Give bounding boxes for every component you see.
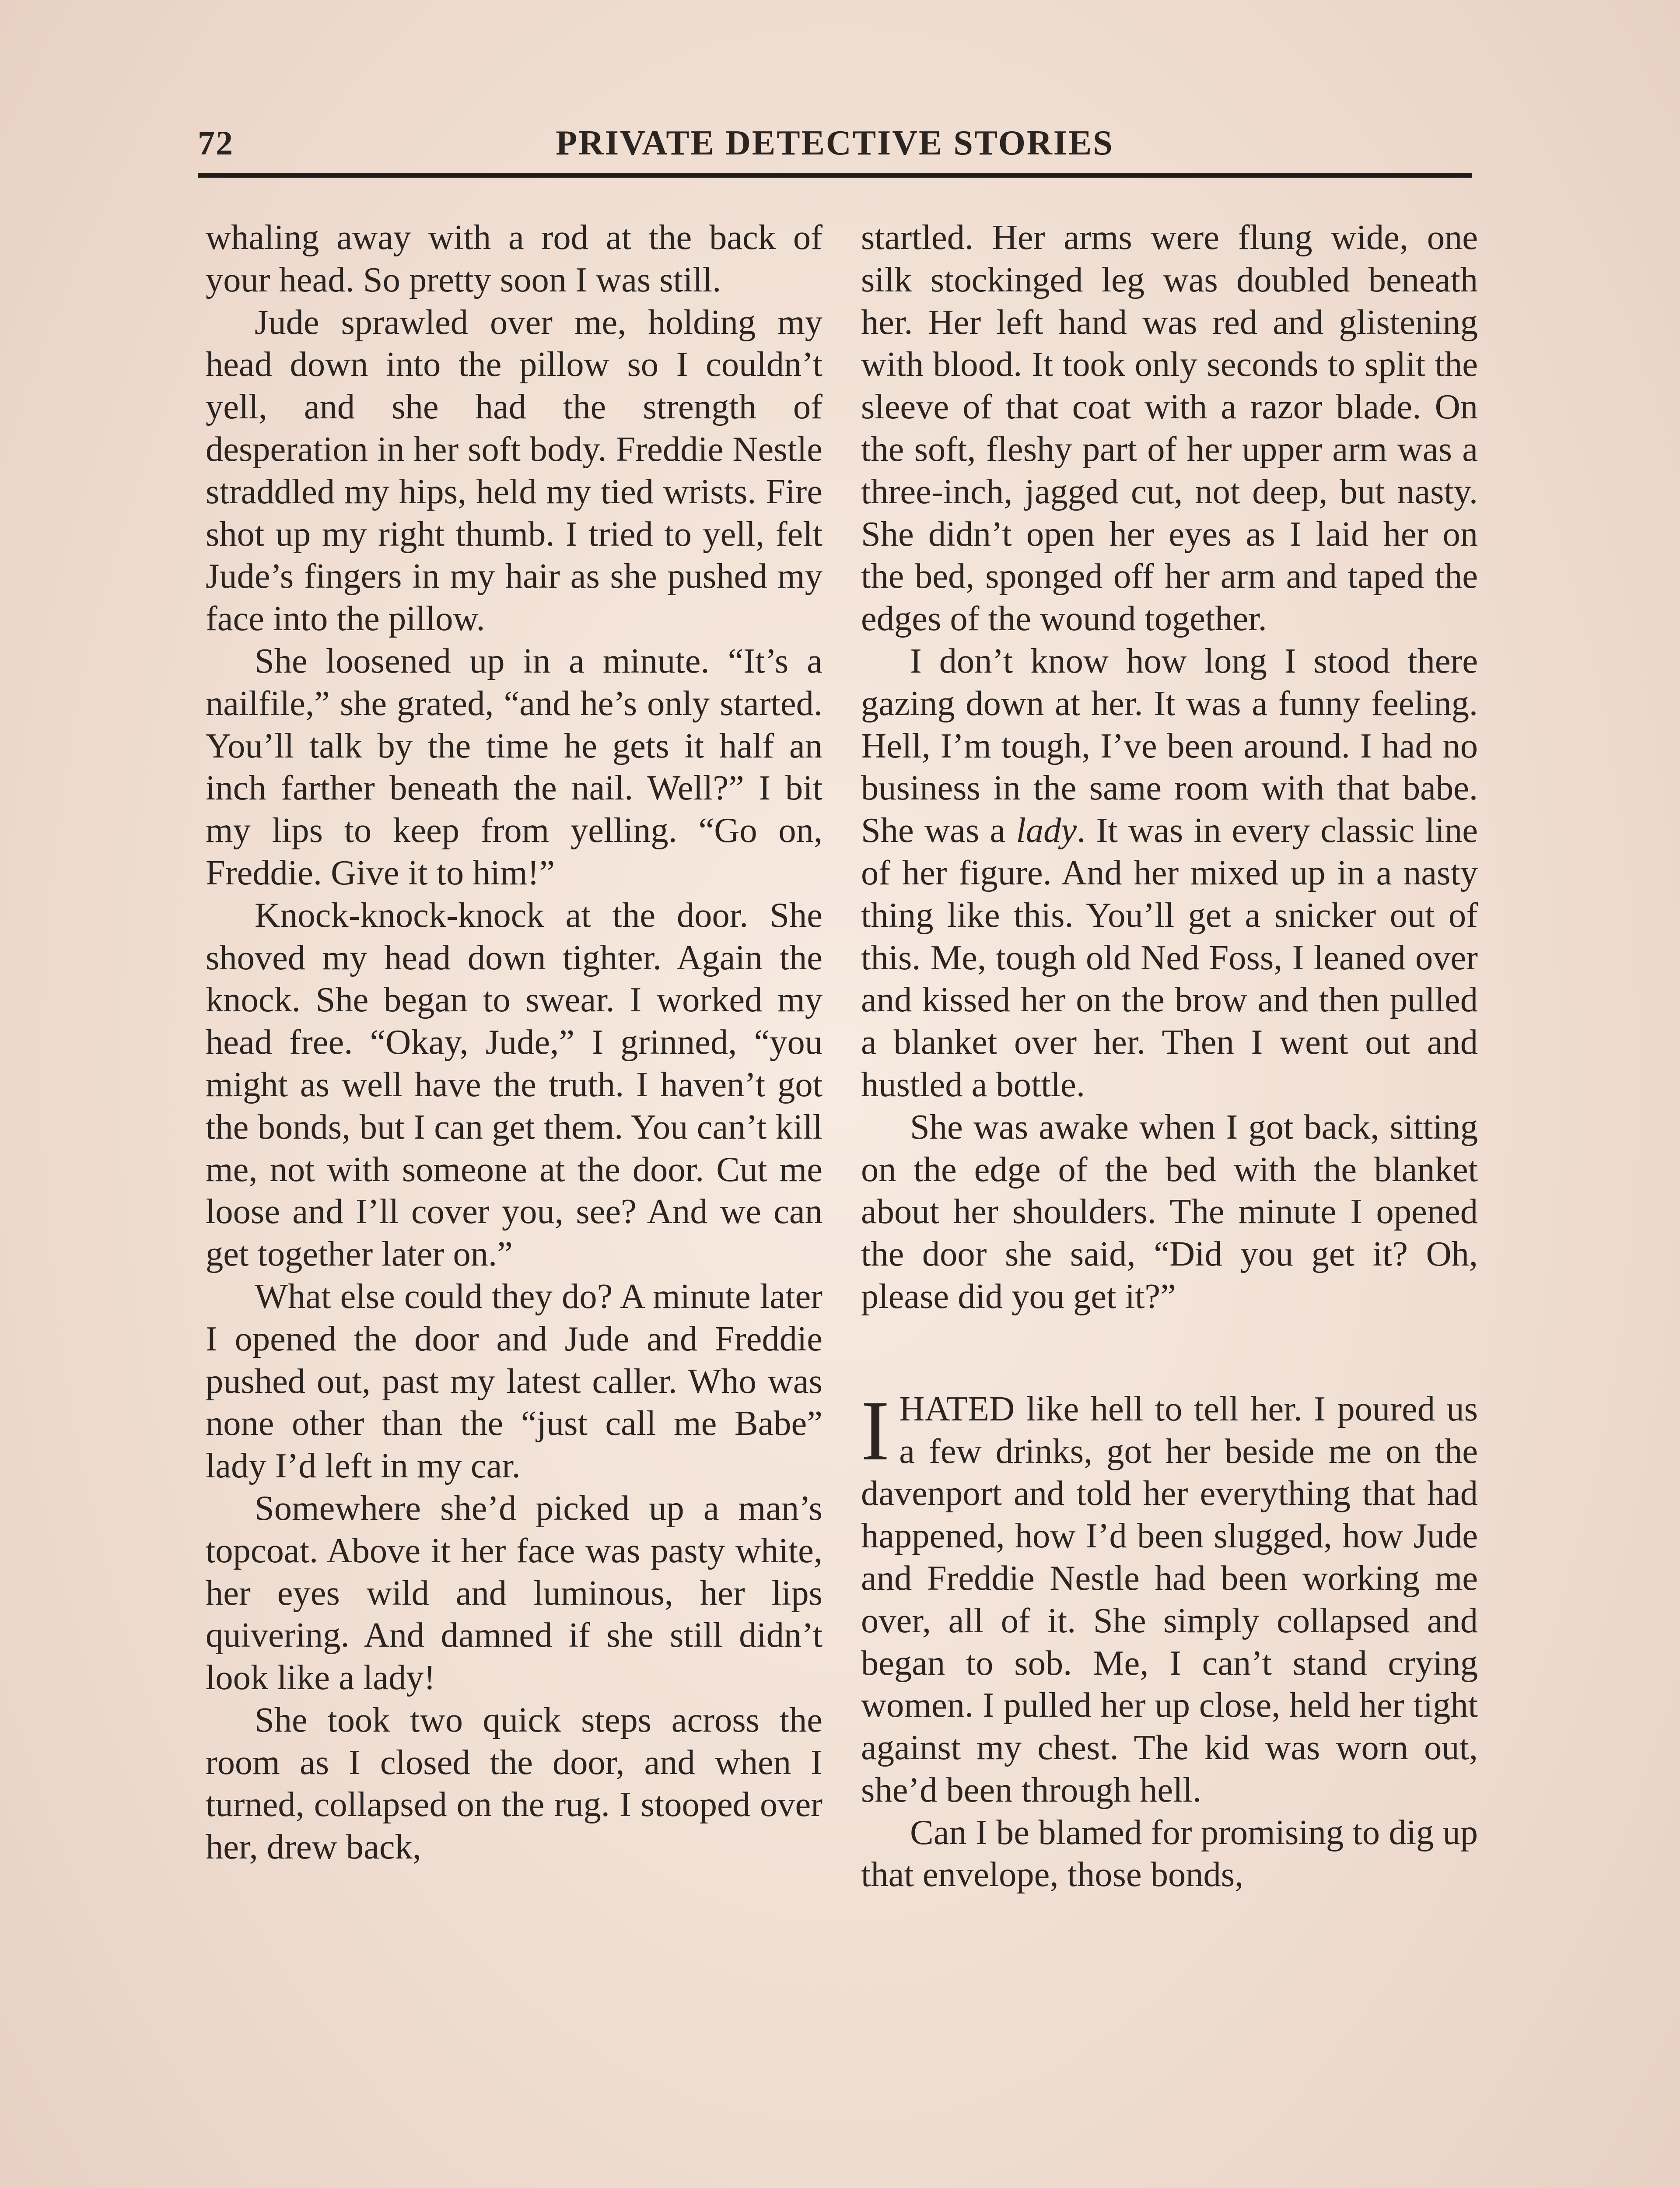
paragraph-text: I don’t know how long I stood there gazing down at her. It was a funny feeling. Hell, I’m tough, I’ve been around. I had no business in the same room with that babe. She was a [861, 641, 1478, 850]
paragraph: Somewhere she’d picked up a man’s topcoat. Above it her face was pasty white, her eyes wild and luminous, her lips quivering. And damned if she still didn’t look like a lady! [206, 1488, 822, 1697]
paragraph: Jude sprawled over me, holding my head down into the pillow so I couldn’t yell, and she had the strength of desperation in her soft body. Freddie Nestle straddled my hips, held my tied wrists. Fire shot up my right thumb. I tried to yell, felt Jude’s fingers in my hair as she pushed my face into the pillow. [206, 302, 822, 638]
paragraph [861, 1383, 1478, 1812]
right-column [861, 217, 1478, 1896]
paragraph: She took two quick steps across the room as I closed the door, and when I turned, collapsed on the rug. I stooped over her, drew back, [206, 1700, 822, 1867]
magazine-title: PRIVATE DETECTIVE STORIES [556, 124, 1114, 162]
paragraph: startled. Her arms were flung wide, one silk stockinged leg was doubled beneath her. Her left hand was red and glistening with blood. It took only seconds to split the sleeve of that coat with a razor blade. On the soft, fleshy part of her upper arm was a three-inch, jagged cut, not deep, but nasty. She didn’t open her eyes as I laid her on the bed, sponged off her arm and taped the edges of the wound together. [861, 218, 1478, 638]
paragraph: She loosened up in a minute. “It’s a nailfile,” she grated, “and he’s only started. You’ll talk by the time he gets it half an inch farther beneath the nail. Well?” I bit my lips to keep from yelling. “Go on, Freddie. Give it to him!” [206, 641, 822, 892]
paragraph-text: . It was in every classic line of her figure. And her mixed up in a nasty thing like this. You’ll get a snicker out of this. Me, tough old Ned Foss, I leaned over and kissed her on the brow and then pulled a blanket over her. Then I went out and hustled a bottle. [861, 811, 1478, 1104]
drop-cap: I [861, 1383, 890, 1478]
header-rule [198, 173, 1472, 178]
paragraph [861, 640, 1478, 1106]
page-number: 72 [198, 124, 234, 162]
paragraph: Knock-knock-knock at the door. She shoved my head down tighter. Again the knock. She began to swear. I worked my head free. “Okay, Jude,” I grinned, “you might as well have the truth. I haven’t got the bonds, but I can get them. You can’t kill me, not with someone at the door. Cut me loose and I’ll cover you, see? And we can get together later on.” [206, 895, 822, 1274]
paragraph: She was awake when I got back, sitting on the edge of the bed with the blanket about her shoulders. The minute I opened the door she said, “Did you get it? Oh, please did you get it?” [861, 1107, 1478, 1316]
page-header [198, 117, 1472, 170]
italic-word: lady [1016, 811, 1077, 850]
left-column [206, 217, 822, 1869]
paragraph: Can I be blamed for promising to dig up that envelope, those bonds, [861, 1813, 1478, 1894]
paragraph-text: HATED like hell to tell her. I poured us a few drinks, got her beside me on the davenport and told her everything that had happened, how I’d been slugged, how Jude and Freddie Nestle had been working me over, all of it. She simply collapsed and began to sob. Me, I can’t stand crying women. I pulled her up close, held her tight against my chest. The kid was worn out, she’d been through hell. [861, 1389, 1478, 1809]
paragraph: whaling away with a rod at the back of your head. So pretty soon I was still. [206, 218, 822, 299]
paragraph: What else could they do? A minute later I opened the door and Jude and Freddie pushed out, past my latest caller. Who was none other than the “just call me Babe” lady I’d left in my car. [206, 1276, 822, 1486]
section-break [861, 1318, 1478, 1388]
